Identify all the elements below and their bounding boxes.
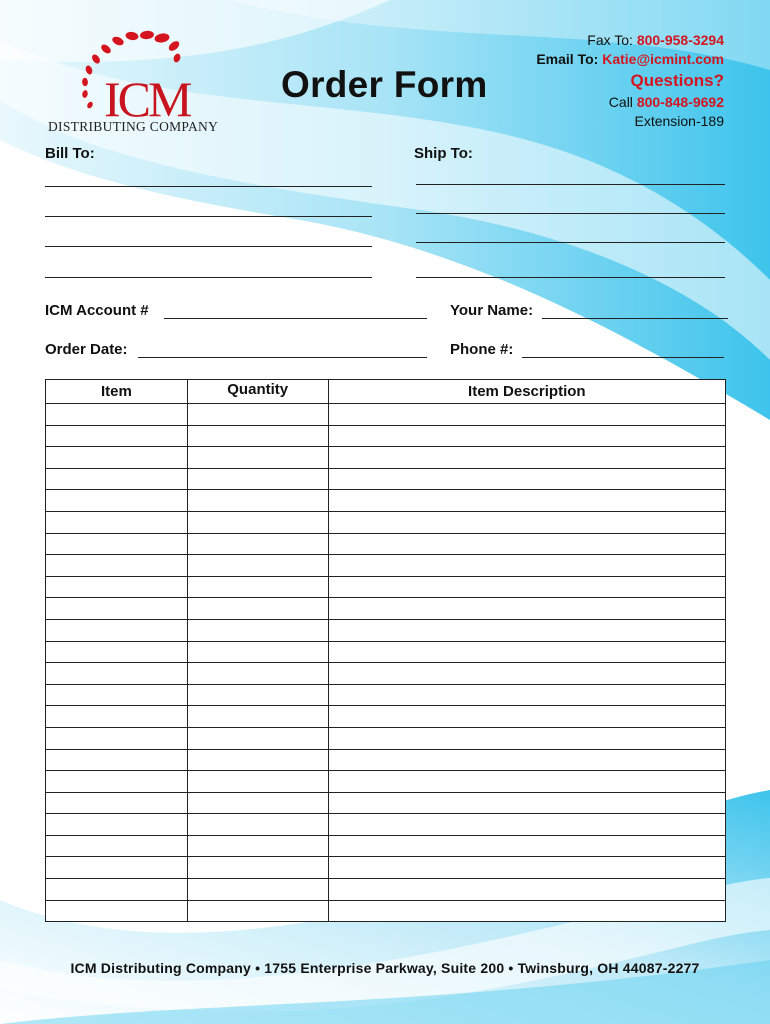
- table-row: [46, 511, 726, 533]
- fax-label: Fax To:: [587, 32, 633, 48]
- description-cell[interactable]: [328, 900, 725, 922]
- item-cell[interactable]: [46, 576, 188, 598]
- bill-to-line-4[interactable]: [45, 277, 372, 278]
- item-cell[interactable]: [46, 900, 188, 922]
- description-cell[interactable]: [328, 663, 725, 685]
- description-cell[interactable]: [328, 619, 725, 641]
- item-cell[interactable]: [46, 447, 188, 469]
- your-name-label: Your Name:: [450, 302, 534, 319]
- table-row: [46, 879, 726, 901]
- quantity-cell[interactable]: [187, 814, 328, 836]
- description-cell[interactable]: [328, 555, 725, 577]
- description-cell[interactable]: [328, 749, 725, 771]
- order-date-label: Order Date:: [45, 341, 128, 358]
- company-logo: [44, 24, 224, 139]
- item-cell[interactable]: [46, 706, 188, 728]
- table-row: [46, 814, 726, 836]
- table-row: [46, 641, 726, 663]
- company-subtitle: DISTRIBUTING COMPANY: [48, 119, 219, 134]
- table-row: [46, 404, 726, 426]
- table-row: [46, 771, 726, 793]
- bill-to-line-3[interactable]: [45, 246, 372, 247]
- email-line: [536, 50, 724, 69]
- quantity-cell[interactable]: [187, 900, 328, 922]
- quantity-cell[interactable]: [187, 684, 328, 706]
- description-cell[interactable]: [328, 727, 725, 749]
- phone-input-line[interactable]: [522, 357, 724, 358]
- table-row: [46, 857, 726, 879]
- quantity-cell[interactable]: [187, 641, 328, 663]
- description-cell[interactable]: [328, 879, 725, 901]
- item-cell[interactable]: [46, 684, 188, 706]
- account-label: ICM Account #: [45, 302, 149, 319]
- item-cell[interactable]: [46, 490, 188, 512]
- description-cell[interactable]: [328, 511, 725, 533]
- item-cell[interactable]: [46, 727, 188, 749]
- description-cell[interactable]: [328, 641, 725, 663]
- email-address[interactable]: Katie@icmint.com: [602, 51, 724, 67]
- table-row: [46, 663, 726, 685]
- item-cell[interactable]: [46, 749, 188, 771]
- table-row: [46, 619, 726, 641]
- contact-block: [536, 31, 724, 131]
- description-cell[interactable]: [328, 490, 725, 512]
- description-cell[interactable]: [328, 857, 725, 879]
- item-cell[interactable]: [46, 598, 188, 620]
- questions-heading: Questions?: [630, 71, 724, 90]
- table-row: [46, 835, 726, 857]
- description-cell[interactable]: [328, 706, 725, 728]
- table-row: [46, 425, 726, 447]
- bill-to-line-2[interactable]: [45, 216, 372, 217]
- quantity-cell[interactable]: [187, 792, 328, 814]
- table-row: [46, 598, 726, 620]
- item-cell[interactable]: [46, 404, 188, 426]
- quantity-cell[interactable]: [187, 771, 328, 793]
- bill-to-label: Bill To:: [45, 145, 95, 162]
- quantity-cell[interactable]: [187, 555, 328, 577]
- column-header-description: Item Description: [328, 380, 725, 404]
- description-cell[interactable]: [328, 468, 725, 490]
- item-cell[interactable]: [46, 879, 188, 901]
- quantity-cell[interactable]: [187, 425, 328, 447]
- description-cell[interactable]: [328, 792, 725, 814]
- table-row: [46, 555, 726, 577]
- quantity-cell[interactable]: [187, 490, 328, 512]
- ship-to-line-2[interactable]: [416, 213, 725, 214]
- description-cell[interactable]: [328, 835, 725, 857]
- call-label: Call: [608, 94, 633, 110]
- quantity-cell[interactable]: [187, 404, 328, 426]
- extension: Extension-189: [634, 113, 724, 129]
- item-cell[interactable]: [46, 641, 188, 663]
- quantity-cell[interactable]: [187, 663, 328, 685]
- column-header-item: Item: [46, 380, 188, 404]
- item-cell[interactable]: [46, 555, 188, 577]
- ship-to-line-1[interactable]: [416, 184, 725, 185]
- bill-to-line-1[interactable]: [45, 186, 372, 187]
- item-cell[interactable]: [46, 619, 188, 641]
- description-cell[interactable]: [328, 425, 725, 447]
- item-cell[interactable]: [46, 533, 188, 555]
- quantity-cell[interactable]: [187, 749, 328, 771]
- table-row: [46, 900, 726, 922]
- table-row: [46, 447, 726, 469]
- description-cell[interactable]: [328, 447, 725, 469]
- item-rows: [46, 404, 726, 922]
- quantity-cell[interactable]: [187, 619, 328, 641]
- table-row: [46, 727, 726, 749]
- order-items-table: [45, 379, 726, 922]
- quantity-cell[interactable]: [187, 468, 328, 490]
- ship-to-line-4[interactable]: [416, 277, 725, 278]
- table-row: [46, 792, 726, 814]
- column-header-quantity: Quantity: [187, 380, 328, 404]
- quantity-cell[interactable]: [187, 576, 328, 598]
- fax-number: 800-958-3294: [636, 32, 724, 48]
- table-row: [46, 706, 726, 728]
- call-line: [536, 93, 724, 112]
- table-header-row: [46, 380, 726, 404]
- quantity-cell[interactable]: [187, 857, 328, 879]
- item-cell[interactable]: [46, 425, 188, 447]
- quantity-cell[interactable]: [187, 533, 328, 555]
- order-date-input-line[interactable]: [138, 357, 427, 358]
- description-cell[interactable]: [328, 576, 725, 598]
- ship-to-line-3[interactable]: [416, 242, 725, 243]
- footer-address: ICM Distributing Company • 1755 Enterprise Parkway, Suite 200 • Twinsburg, OH 44087-2277: [70, 960, 700, 976]
- table-row: [46, 576, 726, 598]
- table-row: [46, 684, 726, 706]
- description-cell[interactable]: [328, 771, 725, 793]
- description-cell[interactable]: [328, 598, 725, 620]
- quantity-cell[interactable]: [187, 835, 328, 857]
- call-number: 800-848-9692: [636, 94, 724, 110]
- table-row: [46, 468, 726, 490]
- table-row: [46, 533, 726, 555]
- page-title: Order Form: [281, 64, 488, 105]
- description-cell[interactable]: [328, 814, 725, 836]
- quantity-cell[interactable]: [187, 706, 328, 728]
- item-cell[interactable]: [46, 814, 188, 836]
- table-row: [46, 490, 726, 512]
- quantity-cell[interactable]: [187, 511, 328, 533]
- item-cell[interactable]: [46, 835, 188, 857]
- quantity-cell[interactable]: [187, 879, 328, 901]
- item-cell[interactable]: [46, 511, 188, 533]
- phone-label: Phone #:: [450, 341, 514, 358]
- item-cell[interactable]: [46, 792, 188, 814]
- email-label: Email To:: [536, 51, 599, 67]
- quantity-cell[interactable]: [187, 598, 328, 620]
- item-cell[interactable]: [46, 468, 188, 490]
- quantity-cell[interactable]: [187, 727, 328, 749]
- logo-wordmark: ICM: [104, 71, 190, 127]
- fax-line: [536, 31, 724, 50]
- ship-to-label: Ship To:: [414, 145, 473, 162]
- account-input-line[interactable]: [164, 318, 427, 319]
- quantity-cell[interactable]: [187, 447, 328, 469]
- description-cell[interactable]: [328, 533, 725, 555]
- table-row: [46, 749, 726, 771]
- description-cell[interactable]: [328, 404, 725, 426]
- item-cell[interactable]: [46, 857, 188, 879]
- your-name-input-line[interactable]: [542, 318, 728, 319]
- item-cell[interactable]: [46, 663, 188, 685]
- description-cell[interactable]: [328, 684, 725, 706]
- item-cell[interactable]: [46, 771, 188, 793]
